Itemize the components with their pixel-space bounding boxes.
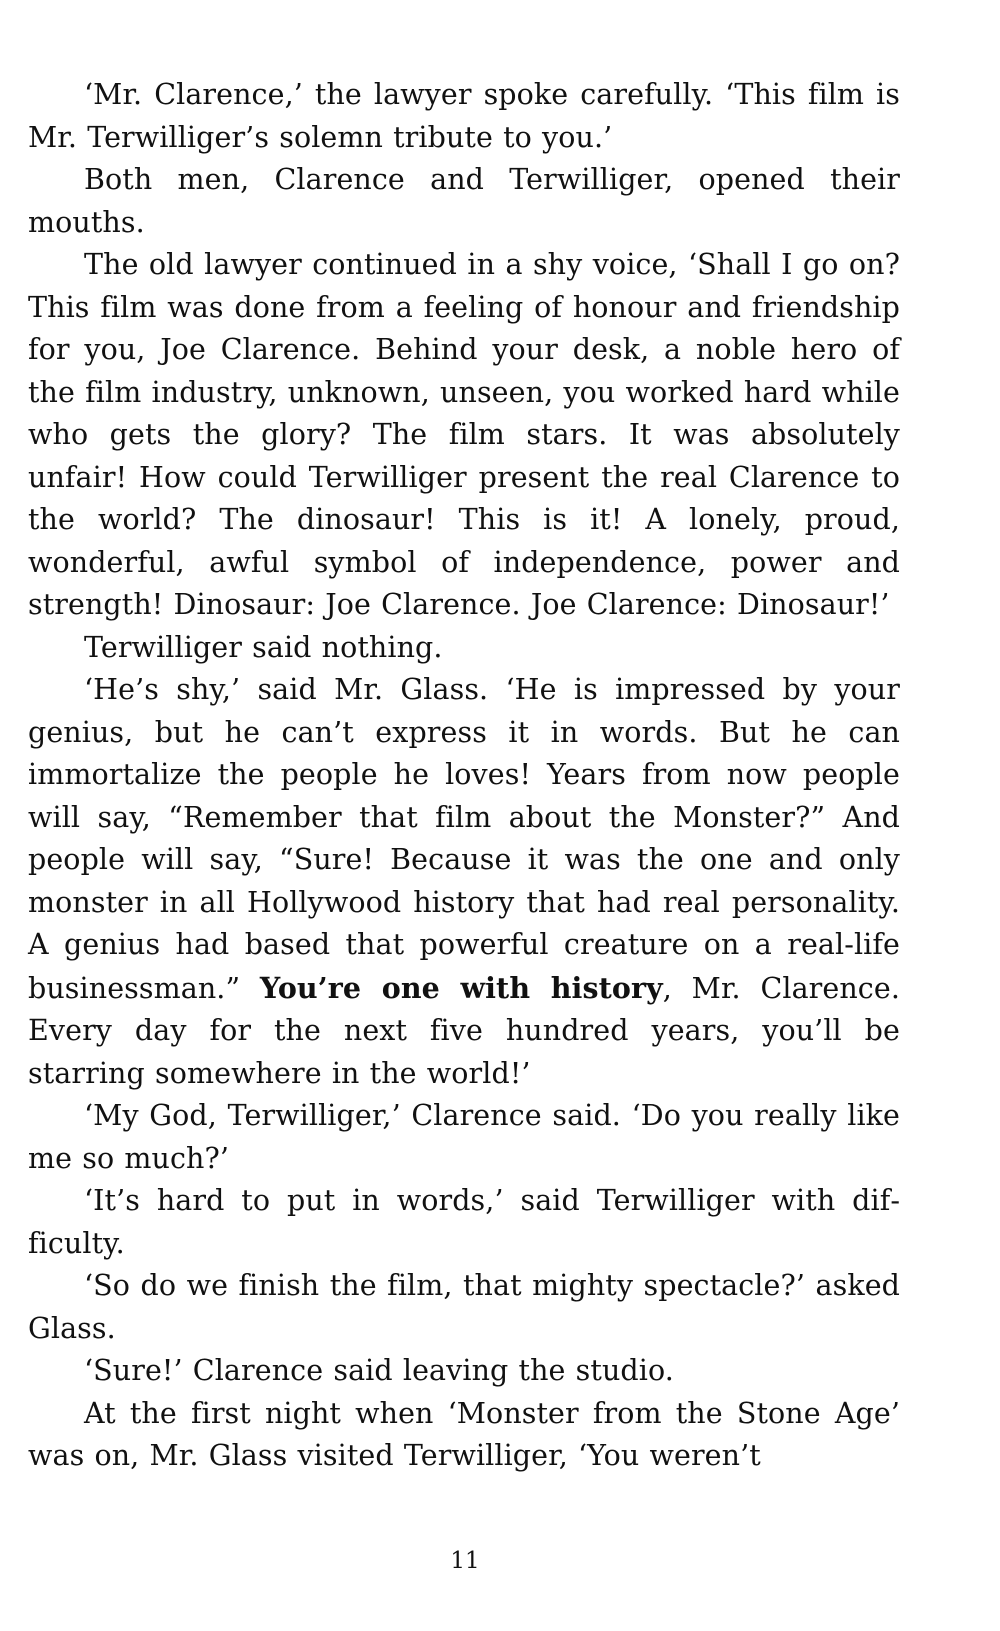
paragraph-5-text-after: , Mr. Clarence. Every day for the next five hundred years, you’ll be starring somewhere in the world!’ xyxy=(28,971,900,1090)
paragraph-5-text-before: ‘He’s shy,’ said Mr. Glass. ‘He is impressed by your genius, but he can’t express it in words. But he can immortalize the people he loves! Years from now people will say, “Remember that film about the Monster?” And people will say, “Sure! Because it was the one and only monster in all Hollywood history that had real personality. A genius had based that powerful creature on a real-life businessman.” xyxy=(28,673,900,1005)
paragraph-5-bold-phrase: You’re one with history xyxy=(259,970,663,1005)
paragraph-8: ‘So do we finish the film, that mighty spectacle?’ asked Glass. xyxy=(28,1269,900,1345)
paragraph-3: The old lawyer continued in a shy voice, ‘Shall I go on? This film was done from a feeling of honour and friendship for you, Joe Clarence. Behind your desk, a noble hero of the film industry, unknown, unseen, you worked hard while who gets the glory? The film stars. It was absolutely unfair! How could Terwilliger present the real Clarence to the world? The dinosaur! This is it! A lonely, proud, wonderful, awful symbol of independence, power and strength! Dinosaur: Joe Clarence. Joe Clarence: Dinosaur!’ xyxy=(28,248,900,621)
paragraph-5 xyxy=(28,669,900,1095)
paragraph-6: ‘My God, Terwilliger,’ Clarence said. ‘Do you really like me so much?’ xyxy=(28,1099,900,1175)
paragraph-7: ‘It’s hard to put in words,’ said Terwilliger with difficulty. xyxy=(28,1184,900,1260)
paragraph-1: ‘Mr. Clarence,’ the lawyer spoke carefully. ‘This film is Mr. Terwilliger’s solemn tribute to you.’ xyxy=(28,78,900,154)
page-number: 11 xyxy=(450,1548,480,1574)
paragraph-10: At the first night when ‘Monster from the Stone Age’ was on, Mr. Glass visited Terwilliger, ‘You weren’t xyxy=(28,1396,900,1472)
paragraph-4: Terwilliger said nothing. xyxy=(84,630,443,664)
paragraph-9: ‘Sure!’ Clarence said leaving the studio. xyxy=(84,1354,674,1387)
paragraph-2: Both men, Clarence and Terwilliger, opened their mouths. xyxy=(28,163,900,239)
page-body xyxy=(28,74,900,1478)
